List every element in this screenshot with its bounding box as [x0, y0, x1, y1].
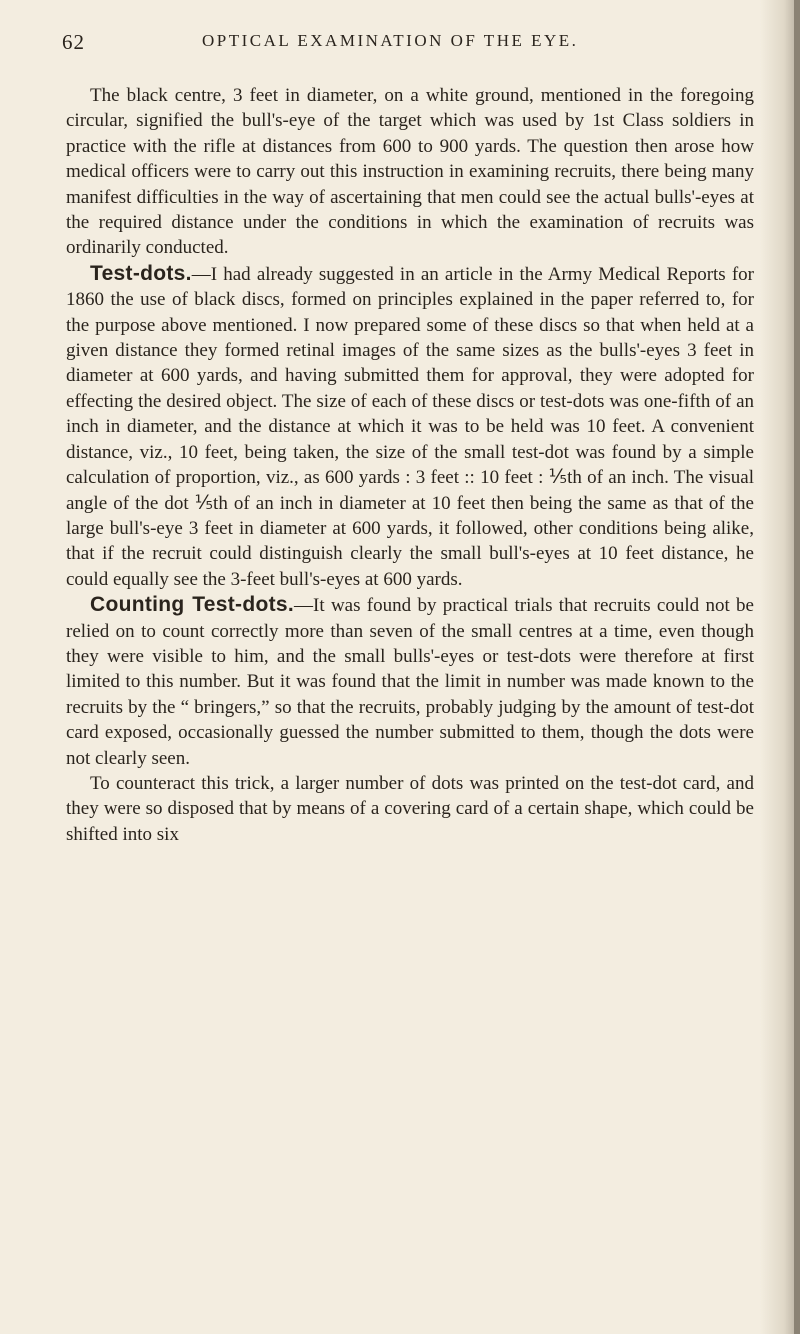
paragraph-text: —It was found by practical trials that recruits could not be relied on to count correctly more than seven of the small centres at a time, even though they were visible to him, and the small bulls'-eyes or test-dots were therefore at first limited to this number. But it was found that the limit in number was made known to the recruits by the “ bringers,” so that the recruits, probably judging by the amount of test-dot card exposed, occasionally guessed the number submitted to them, though the dots were not clearly seen.	[66, 595, 754, 769]
page-number: 62	[62, 30, 85, 54]
paragraph-text: To counteract this trick, a larger number of dots was printed on the test-dot card, and they were so disposed that by means of a covering card of a certain shape, which could be shifted into six	[66, 772, 754, 845]
running-header	[62, 30, 742, 62]
paragraph-test-dots	[66, 261, 754, 592]
running-title: OPTICAL EXAMINATION OF THE EYE.	[202, 31, 579, 50]
paragraph-bulls-eye	[66, 83, 754, 261]
page-edge	[794, 0, 800, 1334]
section-heading-counting-test-dots: Counting Test-dots.	[90, 593, 295, 617]
section-heading-test-dots: Test-dots.	[90, 261, 192, 285]
body-text	[66, 83, 754, 847]
paragraph-text: The black centre, 3 feet in diameter, on a white ground, mentioned in the foregoing circular, signified the bull's-eye of the target which was used by 1st Class soldiers in practice with the rifle at distances from 600 to 900 yards. The question then arose how medical officers were to carry out this instruction in examining recruits, there being many manifest difficulties in the way of ascertaining that men could see the actual bulls'-eyes at the required distance under the conditions in which the examination of recruits was ordinarily conducted.	[66, 85, 754, 259]
paragraph-counting-test-dots	[66, 592, 754, 771]
paragraph-text: —I had already suggested in an article in the Army Medical Reports for 1860 the use of black discs, formed on principles explained in the paper referred to, for the purpose above mentioned. I now prepared some of these discs so that when held at a given distance they formed retinal images of the same sizes as the bulls'-eyes 3 feet in diameter at 600 yards, and having submitted them for approval, they were adopted for effecting the desired object. The size of each of these discs or test-dots was one-fifth of an inch in diameter, and the distance at which it was to be held was 10 feet. A convenient distance, viz., 10 feet, being taken, the size of the small test-dot was found by a simple calculation of proportion, viz., as 600 yards : 3 feet :: 10 feet : ⅕th of an inch. The visual angle of the dot ⅕th of an inch in diameter at 10 feet then being the same as that of the large bull's-eye 3 feet in diameter at 600 yards, it followed, other conditions being alike, that if the recruit could distinguish clearly the small bull's-eyes at 10 feet distance, he could equally see the 3-feet bull's-eyes at 600 yards.	[66, 263, 754, 590]
paragraph-counteract	[66, 771, 754, 847]
